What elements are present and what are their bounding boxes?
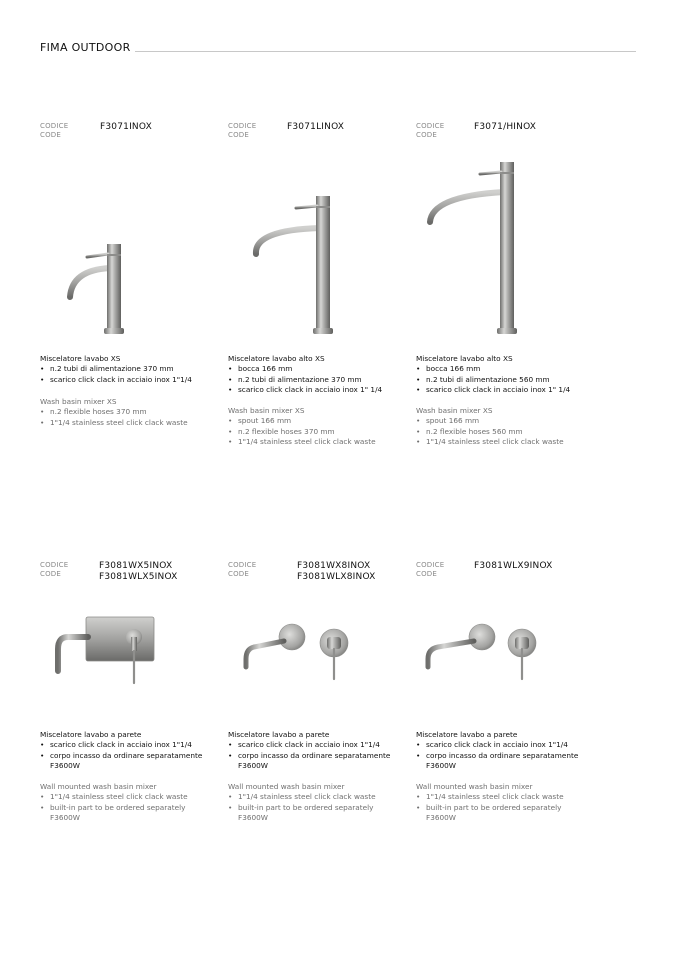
code-label-it: CODICE	[416, 122, 445, 130]
description-it	[416, 354, 570, 395]
tall-basin-mixer-image	[238, 192, 348, 342]
description-en-bullet: • 1"1/4 stainless steel click clack waste	[40, 792, 188, 802]
extra-tall-basin-mixer-image	[424, 158, 534, 340]
description-it-bullet: • scarico click clack in acciaio inox 1"1/4	[228, 740, 380, 750]
description-en-title: Wall mounted wash basin mixer	[416, 782, 533, 791]
description-it-bullet: • scarico click clack in acciaio inox 1" 1/4	[228, 384, 383, 394]
product-code-line: F3071LINOX	[287, 122, 345, 132]
description-it-bullet: • n.2 tubi di alimentazione 370 mm	[228, 374, 362, 384]
description-it-title: Miscelatore lavabo alto XS	[228, 354, 325, 363]
description-en-bullet: • spout 166 mm	[416, 416, 480, 426]
description-en-bullet: • spout 166 mm	[228, 416, 292, 426]
description-en-bullet: • 1"1/4 stainless steel click clack waste	[228, 792, 376, 802]
description-it-title: Miscelatore lavabo XS	[40, 354, 121, 363]
code-label-en: CODE	[228, 131, 250, 139]
code-label-it: CODICE	[228, 561, 257, 569]
description-it-continuation: F3600W	[426, 760, 456, 770]
description-en	[416, 782, 564, 823]
code-labels	[40, 561, 68, 579]
product-card-f3081wx8inox	[228, 561, 438, 831]
description-en-bullet: • built-in part to be ordered separately	[40, 802, 186, 812]
description-en-title: Wall mounted wash basin mixer	[40, 782, 157, 791]
code-label-it: CODICE	[416, 561, 445, 569]
description-en	[228, 406, 376, 447]
description-it-bullet: • scarico click clack in acciaio inox 1"1/4	[416, 740, 568, 750]
product-code-line: F3071/HINOX	[474, 122, 537, 132]
product-code	[297, 561, 376, 583]
code-label-en: CODE	[40, 570, 62, 578]
description-en	[40, 782, 188, 823]
description-en-title: Wash basin mixer XS	[40, 397, 117, 406]
description-it	[228, 730, 390, 771]
description-it-bullet: • n.2 tubi di alimentazione 560 mm	[416, 374, 550, 384]
code-labels	[416, 561, 444, 579]
product-code-line: F3071INOX	[100, 122, 152, 132]
description-it-continuation: F3600W	[238, 760, 268, 770]
description-en-continuation: F3600W	[50, 812, 80, 822]
wall-mixer-rosettes-image	[238, 617, 358, 687]
description-en	[228, 782, 376, 823]
description-it-bullet: • n.2 tubi di alimentazione 370 mm	[40, 364, 174, 374]
code-label-it: CODICE	[228, 122, 257, 130]
product-code-line: F3081WLX9INOX	[474, 561, 553, 571]
product-card-f3071linox	[228, 122, 438, 452]
description-en	[40, 397, 188, 428]
description-it-bullet: • corpo incasso da ordinare separatamente	[228, 750, 391, 760]
description-en-bullet: • n.2 flexible hoses 370 mm	[228, 426, 335, 436]
code-label-en: CODE	[40, 131, 62, 139]
description-en-bullet: • built-in part to be ordered separately	[228, 802, 374, 812]
description-en-bullet: • n.2 flexible hoses 370 mm	[40, 407, 147, 417]
description-en-bullet: • 1"1/4 stainless steel click clack waste	[416, 792, 564, 802]
description-it-bullet: • corpo incasso da ordinare separatamente	[416, 750, 579, 760]
description-en-title: Wall mounted wash basin mixer	[228, 782, 345, 791]
code-label-en: CODE	[416, 570, 438, 578]
code-labels	[228, 122, 256, 140]
description-it-continuation: F3600W	[50, 760, 80, 770]
code-label-it: CODICE	[40, 561, 69, 569]
code-label-en: CODE	[228, 570, 250, 578]
code-label-it: CODICE	[40, 122, 69, 130]
product-card-f3081wx5inox	[40, 561, 250, 831]
description-en-title: Wash basin mixer XS	[228, 406, 305, 415]
product-code	[287, 122, 344, 133]
description-it-bullet: • bocca 166 mm	[228, 364, 293, 374]
basin-mixer-image	[60, 232, 150, 342]
wall-mixer-plate-image	[48, 609, 160, 689]
product-card-f3071-hinox	[416, 122, 626, 452]
description-en-bullet: • 1"1/4 stainless steel click clack waste	[228, 436, 376, 446]
product-code	[474, 561, 553, 572]
description-it	[416, 730, 578, 771]
description-it	[228, 354, 382, 395]
description-it-title: Miscelatore lavabo a parete	[40, 730, 142, 739]
product-code-line: F3081WX5INOX	[99, 561, 173, 571]
description-it-title: Miscelatore lavabo a parete	[416, 730, 518, 739]
product-code	[99, 561, 178, 583]
product-card-f3081wlx9inox	[416, 561, 626, 831]
code-label-en: CODE	[416, 131, 438, 139]
code-labels	[228, 561, 256, 579]
description-it	[40, 730, 202, 771]
header-divider	[135, 51, 636, 52]
description-it-bullet: • scarico click clack in acciaio inox 1"1/4	[40, 374, 192, 384]
product-code-line: F3081WX8INOX	[297, 561, 371, 571]
description-it	[40, 354, 192, 385]
description-it-bullet: • bocca 166 mm	[416, 364, 481, 374]
product-code-line: F3081WLX8INOX	[297, 572, 376, 582]
description-it-title: Miscelatore lavabo a parete	[228, 730, 330, 739]
code-labels	[416, 122, 444, 140]
product-code-line: F3081WLX5INOX	[99, 572, 178, 582]
description-it-bullet: • scarico click clack in acciaio inox 1"1/4	[40, 740, 192, 750]
description-it-bullet: • corpo incasso da ordinare separatamente	[40, 750, 203, 760]
page-title: FIMA OUTDOOR	[40, 41, 131, 54]
description-en-title: Wash basin mixer XS	[416, 406, 493, 415]
description-it-bullet: • scarico click clack in acciaio inox 1" 1/4	[416, 384, 571, 394]
description-en-bullet: • built-in part to be ordered separately	[416, 802, 562, 812]
description-it-title: Miscelatore lavabo alto XS	[416, 354, 513, 363]
description-en-bullet: • 1"1/4 stainless steel click clack waste	[416, 436, 564, 446]
description-en	[416, 406, 564, 447]
product-card-f3071inox	[40, 122, 250, 442]
wall-mixer-long-spout-image	[420, 617, 544, 687]
description-en-bullet: • n.2 flexible hoses 560 mm	[416, 426, 523, 436]
description-en-continuation: F3600W	[238, 812, 268, 822]
product-code	[100, 122, 152, 133]
code-labels	[40, 122, 68, 140]
product-code	[474, 122, 536, 133]
description-en-bullet: • 1"1/4 stainless steel click clack waste	[40, 417, 188, 427]
description-en-continuation: F3600W	[426, 812, 456, 822]
